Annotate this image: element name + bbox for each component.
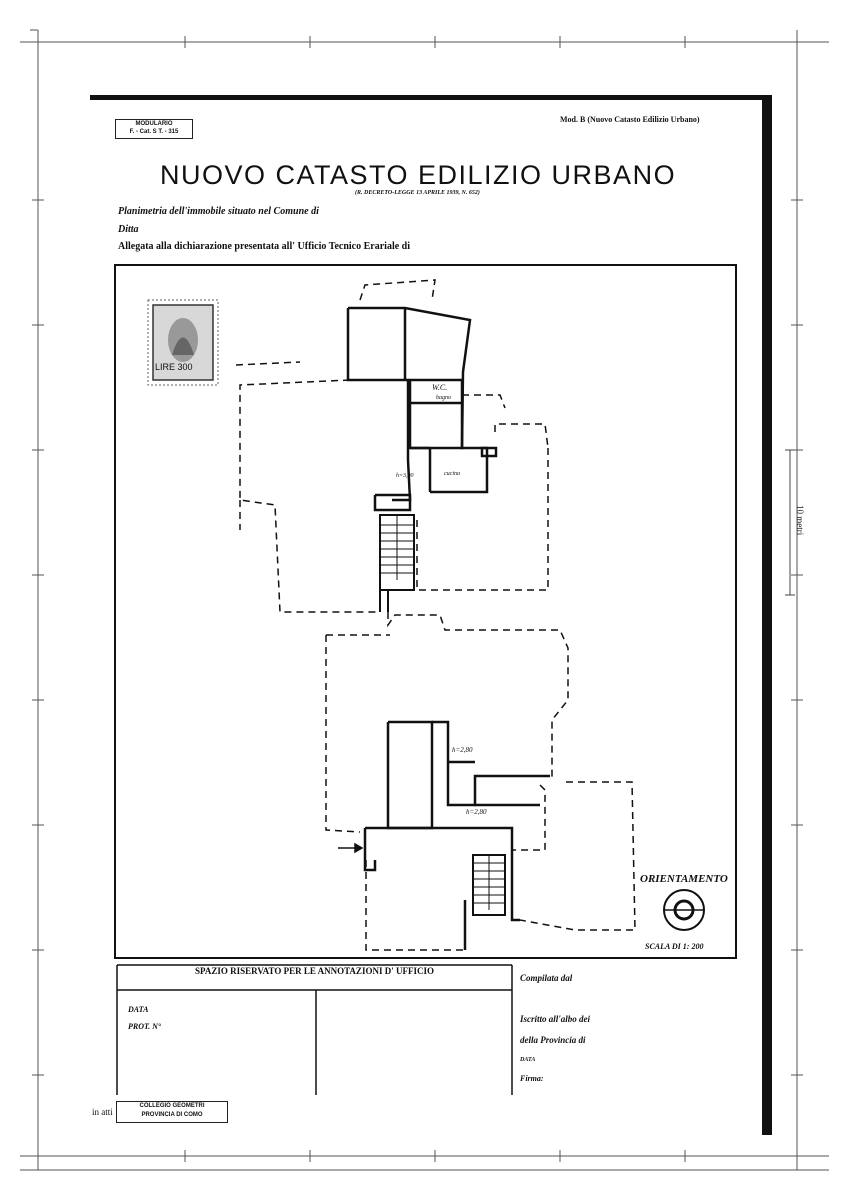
- orientation-label: ORIENTAMENTO: [640, 873, 728, 885]
- room-cucina-label: cucina: [444, 471, 460, 477]
- page-title: NUOVO CATASTO EDILIZIO URBANO: [160, 160, 677, 190]
- lower-stair: [473, 855, 505, 915]
- data-label: DATA: [128, 1005, 149, 1014]
- scale-label: SCALA DI 1: 200: [645, 942, 704, 951]
- stamp-value: LIRE 300: [155, 362, 193, 372]
- frame-ticks: [32, 36, 803, 1162]
- top-bar: [90, 95, 770, 100]
- decree-subtitle: (R. DECRETO-LEGGE 13 APRILE 1939, N. 652): [355, 190, 480, 196]
- collegio-stamp: [116, 1101, 228, 1123]
- model-label: Mod. B (Nuovo Catasto Edilizio Urbano): [560, 115, 700, 124]
- iscritto-label: Iscritto all'albo dei: [520, 1014, 591, 1024]
- height-lower-label-2: h=2,80: [466, 808, 487, 816]
- scale-bar: [785, 450, 795, 595]
- data-right-label: DATA: [520, 1057, 536, 1063]
- modulario-line2: F. - Cat. S T. - 315: [129, 129, 179, 135]
- collegio-line2: PROVINCIA DI COMO: [141, 1112, 203, 1118]
- modulario-line1: MODULARIO: [135, 121, 173, 127]
- room-wc-label: W.C.: [432, 383, 448, 392]
- comune-line: Planimetria dell'immobile situato nel Comune di: [118, 206, 319, 217]
- upper-plan-walls: [348, 308, 496, 510]
- lower-plan-walls: [365, 722, 550, 950]
- reserved-space-header: SPAZIO RISERVATO PER LE ANNOTAZIONI D' UFFICIO: [195, 966, 434, 976]
- tax-stamp: [148, 300, 218, 385]
- room-bagno-label: bagno: [436, 395, 451, 401]
- ditta-line: Ditta: [118, 224, 139, 235]
- collegio-line1: COLLEGIO GEOMETRI: [139, 1103, 205, 1109]
- lower-plan-dashed: [326, 612, 635, 950]
- right-edge-bar: [762, 95, 772, 1135]
- modulario-box: [115, 119, 193, 139]
- ufficio-line: Allegata alla dichiarazione presentata all' Ufficio Tecnico Erariale di: [118, 241, 411, 252]
- scale-margin-note: 10 metri: [795, 505, 805, 536]
- form-grid: [117, 965, 512, 1095]
- upper-plan-dashed: [236, 280, 548, 612]
- prot-label: PROT. N°: [128, 1022, 162, 1031]
- compilata-label: Compilata dal: [520, 973, 573, 983]
- height-upper-label: h=3,00: [396, 473, 414, 479]
- upper-stair: [380, 515, 414, 612]
- compass-icon: [664, 890, 704, 930]
- provincia-label: della Provincia di: [520, 1035, 586, 1045]
- in-atti-label: in atti: [92, 1107, 113, 1117]
- height-lower-label-1: h=2,80: [452, 746, 473, 754]
- crop-frame: [20, 30, 829, 1170]
- entry-arrow: [338, 844, 362, 852]
- firma-label: Firma:: [520, 1074, 544, 1083]
